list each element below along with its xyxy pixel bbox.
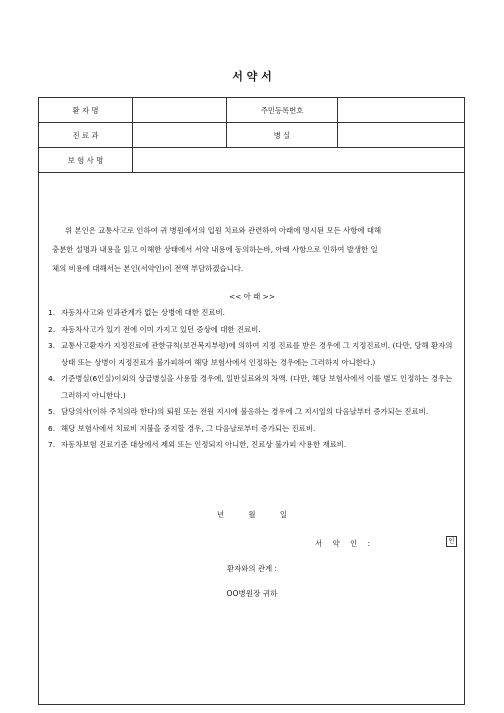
insurer-name-label: 보 험 사 명 [39, 148, 133, 173]
patient-name-field[interactable] [133, 98, 227, 123]
item-number: 3. [48, 341, 56, 350]
table-row [39, 148, 465, 173]
department-label: 진 료 과 [39, 123, 133, 148]
pledge-intro [52, 221, 457, 278]
list-item [48, 404, 458, 421]
conditions-list [48, 305, 458, 454]
table-row [39, 123, 465, 148]
department-field[interactable] [133, 123, 227, 148]
item-number: 5. [48, 407, 56, 416]
list-item [48, 322, 458, 339]
item-text: 자동차보험 진료기준 대상에서 제외 또는 인정되지 아니한, 진료상 불가피 사용한 재료비. [61, 440, 347, 449]
document-title: 서 약 서 [232, 70, 272, 83]
date-line: 년 월 일 [216, 510, 288, 519]
intro-line: 위 본인은 교통사고로 인하여 귀 병원에서의 입원 치료와 관련하여 아래에 명시된 모든 사항에 대해 [65, 226, 382, 235]
ward-field[interactable] [338, 123, 465, 148]
item-text: 담당의사(이하 주치의라 한다)의 퇴원 또는 전원 지시에 불응하는 경우에 그 지시일의 다음날부터 증가되는 진료비. [61, 407, 429, 416]
signer-label: 서 약 인 : [315, 539, 370, 548]
list-item [48, 338, 458, 371]
item-text: 자동차사고와 인과관계가 없는 상병에 대한 진료비. [61, 308, 226, 317]
relation-label: 환자와의 관계 : [226, 564, 278, 573]
item-number: 4. [48, 374, 56, 383]
resident-number-field[interactable] [338, 98, 465, 123]
table-row [39, 98, 465, 123]
addressee: OO병원장 귀하 [226, 589, 278, 598]
intro-line: 충분한 설명과 내용을 읽고 이해한 상태에서 서약 내용에 동의하는바, 아래 사항으로 인하여 발생한 일 [52, 245, 378, 254]
seal-mark: 인 [446, 536, 457, 547]
list-item [48, 305, 458, 322]
item-text: 해당 보험사에서 치료비 지불을 중지할 경우, 그 다음날로부터 증가되는 진료비. [61, 423, 316, 433]
insurer-name-field[interactable] [133, 148, 465, 173]
item-number: 1. [48, 308, 56, 317]
patient-info-table [38, 97, 465, 173]
list-item [48, 437, 458, 454]
list-item [48, 421, 458, 438]
patient-name-label: 환 자 명 [39, 98, 133, 123]
item-number: 6. [48, 423, 56, 433]
item-text: 자동차사고가 있기 전에 이미 가지고 있던 증상에 대한 진료비. [61, 324, 261, 334]
resident-number-label: 주민등록번호 [227, 98, 338, 123]
ward-label: 병 실 [227, 123, 338, 148]
item-text: 기준병실(6인실)이외의 상급병실을 사용할 경우에, 일반실료와의 차액. (다만, 해당 보험사에서 이를 별도 인정하는 경우는 그러하지 아니한다.) [61, 374, 453, 400]
item-number: 2. [48, 324, 56, 334]
section-heading: << 아 래 >> [228, 292, 276, 301]
item-text: 교통사고환자가 지정진료에 관한규칙(보건복지부령)에 의하여 지정 진료를 받은 경우에 그 지정진료비. (다만, 당해 환자의 상태 또는 상병이 지정진료가 불가피하여 해당 보험사에서 인정하는 경우에는 그러하지 아니한다.) [61, 341, 453, 367]
intro-line: 체의 비용에 대해서는 본인(서약인)이 전액 부담하겠습니다. [52, 264, 244, 273]
list-item [48, 371, 458, 404]
item-number: 7. [48, 440, 56, 449]
